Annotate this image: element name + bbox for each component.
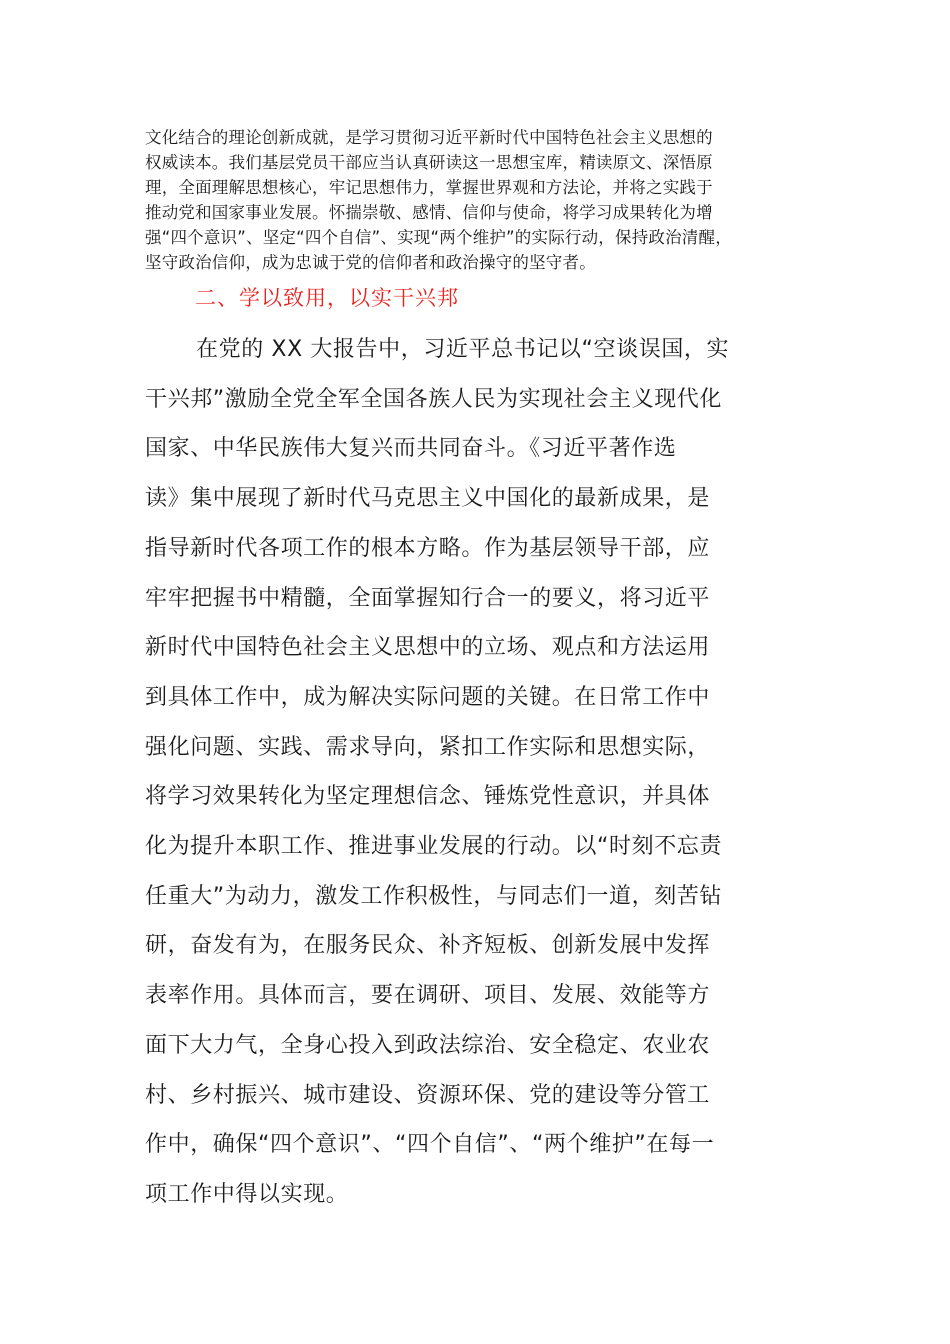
section-heading: 二、学以致用，以实干兴邦 <box>195 286 459 310</box>
paragraph-line: 新时代中国特色社会主义思想中的立场、观点和方法运用 <box>145 635 711 661</box>
paragraph-line: 推动党和国家事业发展。怀揣崇敬、感情、信仰与使命，将学习成果转化为增 <box>145 203 713 222</box>
paragraph-line: 坚守政治信仰，成为忠诚于党的信仰者和政治操守的坚守者。 <box>145 253 596 272</box>
paragraph-line: 理，全面理解思想核心，牢记思想伟力，掌握世界观和方法论，并将之实践于 <box>145 178 713 197</box>
paragraph-line: 强化问题、实践、需求导向，紧扣工作实际和思想实际， <box>145 734 711 760</box>
body-paragraph <box>145 325 825 1220</box>
paragraph-line: 表率作用。具体而言，要在调研、项目、发展、效能等方 <box>145 983 711 1009</box>
paragraph-line: 干兴邦”激励全党全军全国各族人民为实现社会主义现代化 <box>145 386 722 412</box>
paragraph-line: 项工作中得以实现。 <box>145 1181 349 1207</box>
paragraph-line: 在党的 XX 大报告中，习近平总书记以“空谈误国，实 <box>196 337 730 362</box>
paragraph-line: 研，奋发有为，在服务民众、补齐短板、创新发展中发挥 <box>145 933 711 959</box>
paragraph-line: 文化结合的理论创新成就，是学习贯彻习近平新时代中国特色社会主义思想的 <box>145 128 713 147</box>
paragraph-line: 将学习效果转化为坚定理想信念、锤炼党性意识，并具体 <box>145 784 711 810</box>
paragraph-line: 牢牢把握书中精髓，全面掌握知行合一的要义，将习近平 <box>145 585 711 611</box>
paragraph-line: 任重大”为动力，激发工作积极性，与同志们一道，刻苦钻 <box>145 883 722 909</box>
paragraph-line: 权威读本。我们基层党员干部应当认真研读这一思想宝库，精读原文、深悟原 <box>145 153 713 172</box>
paragraph-line: 作中，确保“四个意识”、“四个自信”、“两个维护”在每一 <box>145 1132 715 1158</box>
paragraph-line: 面下大力气，全身心投入到政法综治、安全稳定、农业农 <box>145 1032 711 1058</box>
paragraph-line: 国家、中华民族伟大复兴而共同奋斗。《习近平著作选 <box>145 436 677 462</box>
paragraph-line: 读》集中展现了新时代马克思主义中国化的最新成果，是 <box>145 486 711 512</box>
paragraph-line: 强“四个意识”、坚定“四个自信”、实现“两个维护”的实际行动，保持政治清醒， <box>145 228 732 247</box>
paragraph-line: 到具体工作中，成为解决实际问题的关键。在日常工作中 <box>145 684 711 710</box>
paragraph-line: 化为提升本职工作、推进事业发展的行动。以“时刻不忘责 <box>145 834 722 860</box>
paragraph-line: 村、乡村振兴、城市建设、资源环保、党的建设等分管工 <box>145 1082 711 1108</box>
paragraph-line: 指导新时代各项工作的根本方略。作为基层领导干部，应 <box>145 535 711 561</box>
intro-paragraph <box>145 125 825 275</box>
